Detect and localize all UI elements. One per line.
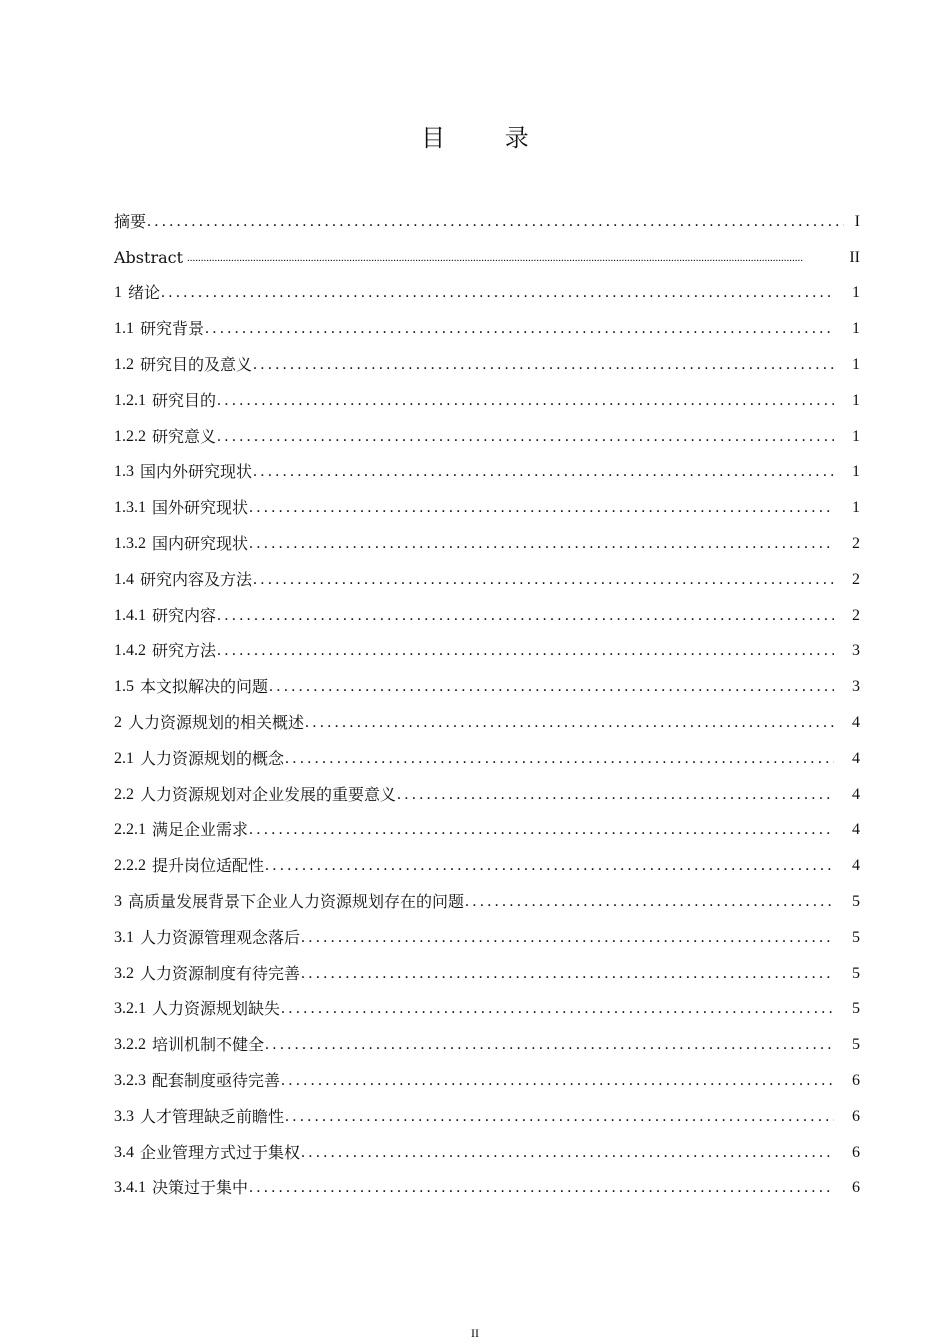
toc-entry-page: 1 xyxy=(852,463,860,481)
toc-dot-leader xyxy=(249,1178,834,1198)
toc-entry[interactable] xyxy=(114,697,860,733)
toc-entry-label: 研究内容及方法 xyxy=(140,569,253,589)
toc-entry-page: 2 xyxy=(852,534,860,552)
toc-entry-number: 2 xyxy=(114,713,122,731)
toc-entry-label: 国内外研究现状 xyxy=(140,462,253,482)
toc-entry-label: 人力资源制度有待完善 xyxy=(140,963,301,983)
toc-entry-number: 2.2 xyxy=(114,785,134,803)
toc-dot-leader xyxy=(253,570,834,590)
toc-entry-page: 4 xyxy=(852,749,860,767)
toc-entry-number: 3 xyxy=(114,892,122,910)
toc-entry-number: 1.5 xyxy=(114,678,134,696)
toc-entry-label: 配套制度亟待完善 xyxy=(152,1070,281,1090)
toc-entry-number: 1.3 xyxy=(114,463,134,481)
footer-page-number: II xyxy=(471,1326,479,1340)
toc-entry[interactable] xyxy=(114,1091,860,1127)
toc-entry[interactable] xyxy=(114,590,860,626)
toc-entry[interactable] xyxy=(114,554,860,590)
toc-entry[interactable] xyxy=(114,661,860,697)
toc-entry-page: 5 xyxy=(852,892,860,910)
toc-dot-leader xyxy=(465,892,834,912)
toc-entry-label: 研究方法 xyxy=(152,641,217,661)
toc-entry-page: 5 xyxy=(852,964,860,982)
toc-entry-page: 6 xyxy=(852,1179,860,1197)
toc-entry-label: 决策过于集中 xyxy=(152,1178,249,1198)
toc-entry-page: 4 xyxy=(852,857,860,875)
toc-entry[interactable] xyxy=(114,1127,860,1163)
toc-dot-leader xyxy=(217,606,834,626)
toc-entry-label: 高质量发展背景下企业人力资源规划存在的问题 xyxy=(128,891,465,911)
toc-entry-page: 2 xyxy=(852,570,860,588)
toc-entry-page: 5 xyxy=(852,1036,860,1054)
toc-entry-page: 1 xyxy=(852,391,860,409)
toc-dot-leader xyxy=(205,319,834,339)
toc-entry-page: I xyxy=(854,212,860,230)
toc-dot-leader xyxy=(397,785,834,805)
toc-entry-label: 人力资源规划缺失 xyxy=(152,999,281,1019)
toc-entry-page: 1 xyxy=(852,499,860,517)
toc-entry-number: 1.2.1 xyxy=(114,391,146,409)
toc-entry-page: 4 xyxy=(852,821,860,839)
toc-dot-leader xyxy=(249,534,834,554)
toc-dot-leader xyxy=(265,856,834,876)
toc-entry[interactable] xyxy=(114,303,860,339)
toc-entry-number: 1.4 xyxy=(114,570,134,588)
toc-entry-page: 6 xyxy=(852,1107,860,1125)
toc-dot-leader xyxy=(249,820,834,840)
toc-dot-leader xyxy=(281,1071,834,1091)
toc-entry-label: 培训机制不健全 xyxy=(152,1035,265,1055)
toc-entry-number: 1.4.2 xyxy=(114,642,146,660)
toc-dot-leader xyxy=(301,928,834,948)
toc-entry-page: II xyxy=(849,248,860,266)
toc-entry-label: 人力资源规划的相关概述 xyxy=(128,712,305,732)
toc-list xyxy=(114,196,860,1198)
toc-entry[interactable] xyxy=(114,1163,860,1199)
toc-entry-label: Abstract xyxy=(114,247,184,267)
toc-entry-page: 6 xyxy=(852,1071,860,1089)
toc-entry[interactable] xyxy=(114,447,860,483)
toc-entry-label: 企业管理方式过于集权 xyxy=(140,1142,301,1162)
toc-dot-leader xyxy=(217,391,834,411)
toc-entry[interactable] xyxy=(114,411,860,447)
toc-entry-number: 1.2 xyxy=(114,355,134,373)
toc-entry-label: 研究内容 xyxy=(152,605,217,625)
toc-entry-number: 1.1 xyxy=(114,320,134,338)
toc-entry-number: 2.2.1 xyxy=(114,821,146,839)
toc-entry-page: 1 xyxy=(852,427,860,445)
toc-entry-number: 2.2.2 xyxy=(114,857,146,875)
toc-entry-number: 3.4.1 xyxy=(114,1179,146,1197)
toc-entry-label: 提升岗位适配性 xyxy=(152,856,265,876)
toc-entry[interactable] xyxy=(114,1055,860,1091)
toc-entry[interactable] xyxy=(114,375,860,411)
toc-dot-leader xyxy=(265,1035,834,1055)
toc-entry-number: 1.4.1 xyxy=(114,606,146,624)
toc-entry[interactable] xyxy=(114,984,860,1020)
toc-entry-page: 3 xyxy=(852,642,860,660)
toc-entry-number: 3.2.1 xyxy=(114,1000,146,1018)
toc-entry[interactable] xyxy=(114,840,860,876)
toc-entry-number: 1.2.2 xyxy=(114,427,146,445)
toc-entry-label: 人力资源管理观念落后 xyxy=(140,927,301,947)
toc-entry-number: 3.2.3 xyxy=(114,1071,146,1089)
toc-entry-label: 研究背景 xyxy=(140,319,205,339)
toc-dot-leader xyxy=(305,713,834,733)
toc-dot-leader xyxy=(281,999,834,1019)
toc-entry[interactable] xyxy=(114,339,860,375)
toc-entry-number: 3.4 xyxy=(114,1143,134,1161)
toc-dot-leader xyxy=(301,1143,834,1163)
toc-entry-label: 满足企业需求 xyxy=(152,820,249,840)
toc-entry-label: 研究目的及意义 xyxy=(140,354,253,374)
toc-entry[interactable] xyxy=(114,876,860,912)
toc-entry-number: 3.1 xyxy=(114,928,134,946)
toc-entry-number: 2.1 xyxy=(114,749,134,767)
toc-entry-label: 研究意义 xyxy=(152,426,217,446)
toc-dot-leader xyxy=(285,749,834,769)
toc-entry-page: 4 xyxy=(852,785,860,803)
toc-entry-page: 1 xyxy=(852,355,860,373)
toc-entry-label: 本文拟解决的问题 xyxy=(140,677,269,697)
toc-title: 目 录 xyxy=(421,124,555,152)
toc-dot-leader xyxy=(161,283,834,303)
toc-dot-leader xyxy=(249,498,834,518)
toc-entry[interactable] xyxy=(114,196,860,232)
toc-dot-leader xyxy=(285,1107,834,1127)
toc-entry-label: 国外研究现状 xyxy=(152,498,249,518)
toc-entry[interactable] xyxy=(114,948,860,984)
toc-entry[interactable] xyxy=(114,518,860,554)
toc-entry-page: 5 xyxy=(852,1000,860,1018)
toc-entry[interactable] xyxy=(114,232,860,268)
toc-entry[interactable] xyxy=(114,482,860,518)
toc-entry[interactable] xyxy=(114,626,860,662)
toc-entry-label: 摘要 xyxy=(114,211,147,231)
toc-entry[interactable] xyxy=(114,805,860,841)
toc-entry-number: 3.2.2 xyxy=(114,1036,146,1054)
toc-entry-label: 人力资源规划的概念 xyxy=(140,748,285,768)
toc-dot-leader xyxy=(217,641,834,661)
toc-entry-label: 研究目的 xyxy=(152,390,217,410)
toc-entry[interactable] xyxy=(114,769,860,805)
toc-entry-page: 3 xyxy=(852,678,860,696)
toc-entry[interactable] xyxy=(114,912,860,948)
toc-dot-leader xyxy=(187,248,846,268)
toc-entry-page: 4 xyxy=(852,713,860,731)
toc-entry-page: 5 xyxy=(852,928,860,946)
toc-entry-number: 3.3 xyxy=(114,1107,134,1125)
toc-entry-number: 1.3.1 xyxy=(114,499,146,517)
toc-entry-number: 1.3.2 xyxy=(114,534,146,552)
toc-entry-page: 2 xyxy=(852,606,860,624)
toc-entry[interactable] xyxy=(114,733,860,769)
toc-entry[interactable] xyxy=(114,1019,860,1055)
toc-entry-label: 绪论 xyxy=(128,283,161,303)
toc-dot-leader xyxy=(253,355,834,375)
toc-entry-number: 3.2 xyxy=(114,964,134,982)
toc-entry-number: 1 xyxy=(114,284,122,302)
toc-entry-label: 人才管理缺乏前瞻性 xyxy=(140,1106,285,1126)
toc-entry-label: 国内研究现状 xyxy=(152,533,249,553)
toc-entry-page: 1 xyxy=(852,284,860,302)
toc-dot-leader xyxy=(217,427,834,447)
toc-entry[interactable] xyxy=(114,268,860,304)
toc-dot-leader xyxy=(147,212,844,232)
toc-entry-page: 1 xyxy=(852,320,860,338)
toc-entry-page: 6 xyxy=(852,1143,860,1161)
toc-entry-label: 人力资源规划对企业发展的重要意义 xyxy=(140,784,397,804)
toc-dot-leader xyxy=(269,677,834,697)
toc-dot-leader xyxy=(301,964,834,984)
toc-dot-leader xyxy=(253,462,834,482)
